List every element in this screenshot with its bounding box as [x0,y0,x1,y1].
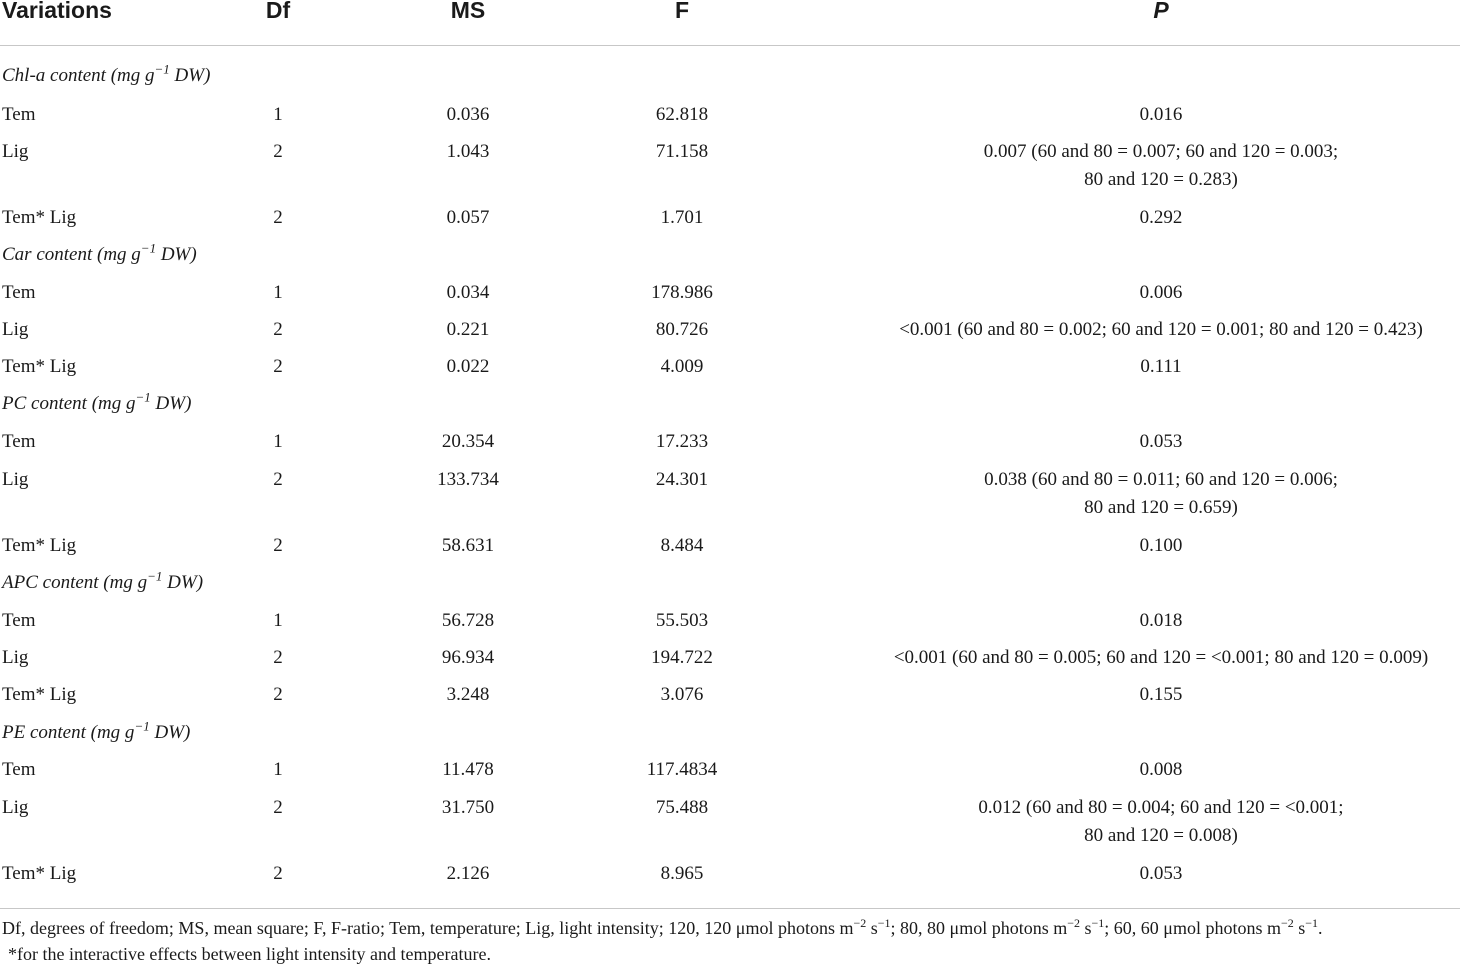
cell-p-line-2: 80 and 120 = 0.008) [1084,825,1238,846]
cell-ms: 1.043 [446,141,490,162]
cell-df: 2 [273,684,283,705]
section-title-suffix: DW) [156,244,197,265]
cell-df: 1 [273,759,283,780]
section-title-suffix: DW) [149,722,191,743]
cell-df: 2 [273,797,283,818]
cell-p-line-1: 0.012 (60 and 80 = 0.004; 60 and 120 = <0.001; [978,797,1344,818]
cell-p [1140,279,1183,307]
cell-df: 1 [273,431,283,452]
cell-ms: 56.728 [441,610,495,631]
cell-p-line-1: 0.100 [1139,535,1183,556]
header-f: F [674,0,690,23]
cell-p-line-1: 0.038 (60 and 80 = 0.011; 60 and 120 = 0.006; [984,469,1338,490]
section-title-sup: −1 [154,61,170,77]
cell-ms: 0.022 [446,356,490,377]
cell-ms: 0.057 [446,207,490,228]
cell-df: 2 [273,207,283,228]
cell-variation: Lig [2,469,29,490]
cell-ms: 96.934 [441,647,495,668]
cell-variation: Lig [2,647,29,668]
section-title-suffix: DW) [162,572,204,593]
section-title-sup: −1 [140,240,157,256]
cell-variation: Tem* Lig [2,356,77,377]
cell-variation: Tem* Lig [2,535,77,556]
cell-variation: Lig [2,797,29,818]
section-title-prefix: PC content (mg g [2,393,136,414]
footnote-sup: −1 [1091,916,1105,930]
footnote-sup: −2 [1280,916,1294,930]
section-title-prefix: Chl-a content (mg g [2,65,155,86]
cell-f: 75.488 [655,797,709,818]
cell-p [1140,532,1183,560]
cell-df: 1 [273,610,283,631]
cell-variation: Tem [2,759,36,780]
section-title-sup: −1 [147,568,163,584]
footnote-text: ; 80, 80 μmol photons m [890,918,1068,938]
cell-f: 8.965 [660,863,704,884]
cell-p-line-1: 0.006 [1139,282,1183,303]
footnote-line-2: *for the interactive effects between light intensity and temperature. [8,944,491,964]
cell-p [1140,428,1183,456]
cell-p-line-1: 0.008 [1139,759,1183,780]
footnote-sup: −1 [1305,916,1319,930]
cell-p-line-1: 0.053 [1139,431,1183,452]
section-title-prefix: APC content (mg g [2,572,148,593]
cell-p-line-1: 0.292 [1139,207,1183,228]
footnote-text: s [1293,918,1306,938]
cell-f: 62.818 [655,104,709,125]
cell-p [1140,756,1183,784]
cell-variation: Lig [2,141,29,162]
section-title-text [2,719,190,747]
section-title-suffix: DW) [150,393,192,414]
cell-f: 117.4834 [646,759,718,780]
cell-df: 1 [273,282,283,303]
cell-df: 2 [273,535,283,556]
cell-p-line-1: 0.016 [1139,104,1183,125]
section-title-sup: −1 [134,718,150,734]
cell-p-line-2: 80 and 120 = 0.283) [1084,169,1238,190]
cell-ms: 20.354 [441,431,495,452]
cell-ms: 3.248 [446,684,490,705]
section-title-text [2,62,210,90]
cell-p [1140,353,1181,381]
cell-f: 8.484 [660,535,704,556]
cell-df: 2 [273,319,283,340]
table-header [0,0,1460,30]
section-title-text [2,569,203,597]
footnote-text: . [1318,918,1323,938]
cell-p [1140,860,1183,888]
cell-p-line-1: 0.018 [1139,610,1183,631]
footnote-sup: −2 [1067,916,1080,930]
cell-variation: Tem* Lig [2,207,77,228]
cell-f: 4.009 [660,356,704,377]
cell-p-line-1: <0.001 (60 and 80 = 0.005; 60 and 120 = <0.001; 80 and 120 = 0.009) [893,647,1429,668]
header-ms: MS [450,0,486,23]
cell-variation: Tem [2,431,36,452]
cell-df: 2 [273,356,283,377]
section-title-text [2,241,197,269]
cell-variation: Tem [2,610,36,631]
cell-p-line-1: <0.001 (60 and 80 = 0.002; 60 and 120 = 0.001; 80 and 120 = 0.423) [899,319,1423,340]
cell-p [984,138,1338,194]
cell-variation: Tem* Lig [2,684,77,705]
cell-ms: 0.034 [446,282,490,303]
cell-df: 2 [273,469,283,490]
section-title-text [2,390,191,418]
cell-df: 2 [273,141,283,162]
footnote-line-1 [2,918,1323,939]
section-title-prefix: PE content (mg g [2,722,135,743]
cell-p [978,794,1343,850]
footnote-text: ; 60, 60 μmol photons m [1104,918,1281,938]
footer-rule [0,908,1460,909]
cell-f: 17.233 [655,431,709,452]
cell-p-line-1: 0.155 [1139,684,1183,705]
cell-f: 194.722 [651,647,713,668]
cell-p [1140,101,1183,129]
cell-p-line-2: 80 and 120 = 0.659) [1084,497,1238,518]
section-title-prefix: Car content (mg g [2,244,141,265]
cell-df: 2 [273,863,283,884]
footnote-text: s [866,918,878,938]
cell-variation: Tem [2,104,36,125]
cell-ms: 2.126 [446,863,490,884]
footnote-sup: −1 [877,916,891,930]
cell-f: 24.301 [655,469,709,490]
cell-f: 71.158 [655,141,709,162]
cell-variation: Tem* Lig [2,863,77,884]
cell-p [984,466,1338,522]
header-p: P [1153,0,1169,23]
cell-ms: 133.734 [437,469,499,490]
cell-f: 3.076 [660,684,704,705]
cell-df: 2 [273,647,283,668]
cell-ms: 0.221 [446,319,490,340]
cell-f: 178.986 [651,282,713,303]
cell-df: 1 [273,104,283,125]
cell-p [1140,607,1183,635]
cell-p [894,644,1428,672]
header-variations: Variations [2,0,112,23]
section-title-suffix: DW) [169,65,211,86]
cell-ms: 11.478 [442,759,494,780]
cell-ms: 31.750 [441,797,495,818]
cell-variation: Tem [2,282,36,303]
section-title-sup: −1 [135,389,151,405]
cell-p-line-1: 0.007 (60 and 80 = 0.007; 60 and 120 = 0.003; [983,141,1339,162]
footnote-text: Df, degrees of freedom; MS, mean square; F, F-ratio; Tem, temperature; Lig, light intensity; 120, 120 μmol photons m [2,918,854,938]
cell-p-line-1: 0.053 [1139,863,1183,884]
cell-p [899,316,1423,344]
cell-f: 55.503 [655,610,709,631]
cell-ms: 0.036 [446,104,490,125]
footnote-sup: −2 [853,916,867,930]
cell-p-line-1: 0.111 [1140,356,1182,377]
cell-f: 1.701 [660,207,704,228]
cell-p [1140,204,1183,232]
header-df: Df [265,0,291,23]
cell-f: 80.726 [655,319,709,340]
cell-variation: Lig [2,319,29,340]
cell-p [1140,681,1183,709]
footnote-text: s [1080,918,1092,938]
header-rule [0,45,1460,46]
cell-ms: 58.631 [441,535,495,556]
